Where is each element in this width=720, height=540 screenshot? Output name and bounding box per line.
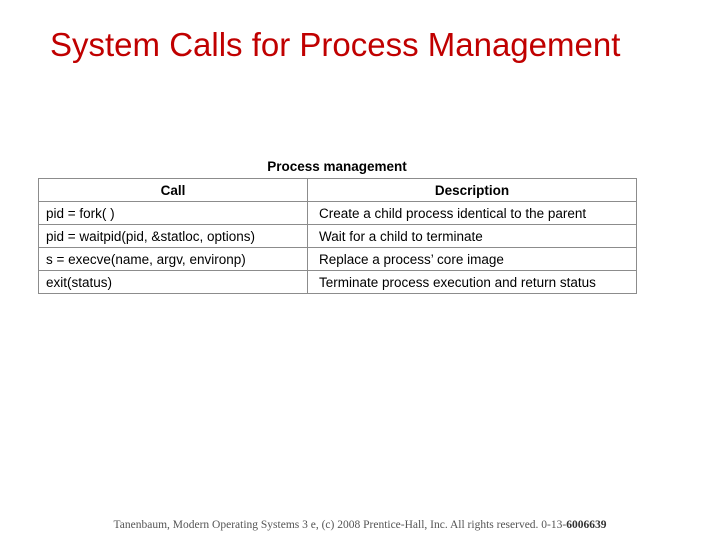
slide-title: System Calls for Process Management [50,26,621,63]
table-caption: Process management [267,159,407,174]
description-cell: Wait for a child to terminate [308,225,637,248]
system-calls-table [38,178,637,294]
description-cell: Terminate process execution and return status [308,271,637,294]
call-cell: exit(status) [39,271,308,294]
footer-isbn-suffix: 6006639 [566,519,607,531]
column-header-call: Call [39,179,308,202]
description-cell: Create a child process identical to the parent [308,202,637,225]
call-cell: s = execve(name, argv, environp) [39,248,308,271]
table-header-row [39,179,637,202]
call-cell: pid = fork( ) [39,202,308,225]
description-cell: Replace a process’ core image [308,248,637,271]
table-row [39,271,637,294]
table-row [39,225,637,248]
footer-text: Tanenbaum, Modern Operating Systems 3 e, (c) 2008 Prentice-Hall, Inc. All rights reserved. 0-13- [113,519,567,531]
table-row [39,202,637,225]
call-cell: pid = waitpid(pid, &statloc, options) [39,225,308,248]
copyright-footer [0,519,720,531]
column-header-description: Description [308,179,637,202]
table-row [39,248,637,271]
